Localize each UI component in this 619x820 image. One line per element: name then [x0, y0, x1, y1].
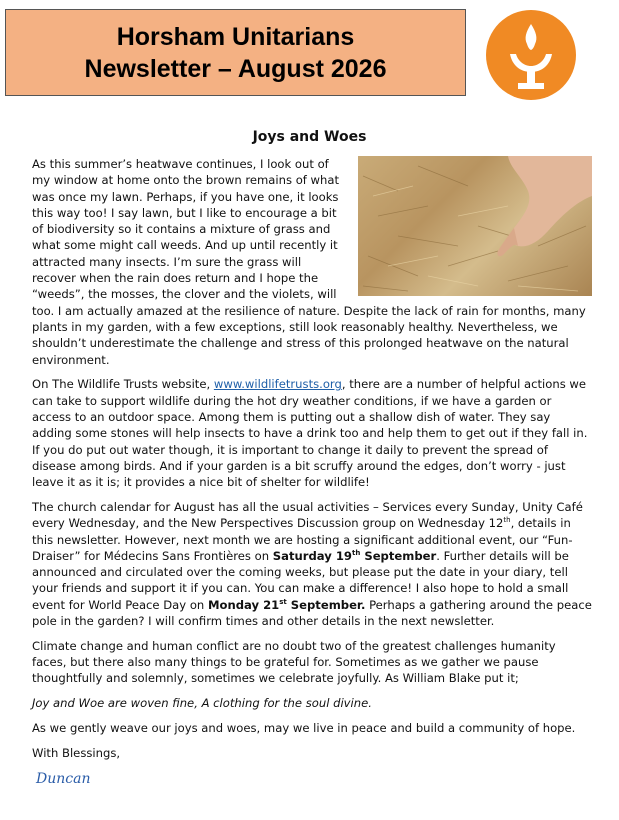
closing: With Blessings,	[32, 745, 121, 760]
paragraph-3-part-a: The church calendar for August has all the usual activities – Services every Sunday, Unity Café every Wednesday, and the New Perspectives Discussion group on Wednesday 12	[32, 499, 583, 531]
paragraph-5: As we gently weave our joys and woes, may we live in peace and build a community of hope.	[32, 721, 576, 735]
fundraiser-date	[273, 549, 436, 563]
article-body	[32, 156, 592, 787]
article-title: Joys and Woes	[252, 129, 367, 145]
fundraiser-date-day: Saturday 19	[272, 548, 352, 563]
dry-grass-photo	[358, 156, 592, 296]
peace-day-date-suffix: st	[279, 597, 287, 606]
paragraph-3-part-b: , details in this newsletter. However, next month we are hosting a significant additional event, our “Fun-Draiser” for Médecins Sans Frontières on	[32, 516, 573, 563]
header-title-line2: Newsletter – August 2026	[84, 54, 387, 83]
blake-quote: Joy and Woe are woven fine, A clothing for the soul divine.	[32, 696, 372, 711]
peace-day-date-month: September.	[286, 597, 366, 612]
paragraph-4: Climate change and human conflict are no doubt two of the greatest challenges humanity faces, but there also many things to be grateful for. Sometimes as we gather we pause thoughtfully and solemnly, sometimes we celebrate joyfully. As William Blake put it;	[32, 638, 556, 686]
fundraiser-date-month: September	[360, 548, 437, 563]
wildlife-trusts-link[interactable]: www.wildlifetrusts.org	[213, 377, 342, 392]
chalice-flame-icon	[486, 10, 576, 100]
fundraiser-date-suffix: th	[351, 548, 361, 557]
paragraph-3	[32, 499, 592, 629]
paragraph-2-end: , there are a number of helpful actions we can take to support wildlife during the hot dry weather conditions, if we have a garden or access to an outdoor space. Among them is putting out a shallow dish of water. They say adding some stones will help insects to have a drink too and help them to get out if they fall in. If you do put out water though, it is important to change it daily to prevent the spread of disease among birds. And if your garden is a bit scruffy around the edges, don’t worry - just leave it as it is; it provides a nice bit of shelter for wildlife!	[32, 377, 588, 490]
paragraph-3-part-d: Perhaps a gathering around the peace pole in the garden? I will confirm times and other details in the next newsletter.	[32, 597, 592, 629]
paragraph-2-start: On The Wildlife Trusts website,	[32, 377, 214, 392]
newsletter-header	[5, 9, 466, 96]
paragraph-3-part-c: . Further details will be announced and circulated over the coming weeks, but please put the date in your diary, tell your friends and support it if you can. You can make a difference! I also hope to hold a small event for World Peace Day on	[32, 548, 569, 612]
peace-day-date	[208, 598, 365, 612]
date-suffix: th	[503, 516, 511, 525]
paragraph-2	[32, 376, 592, 490]
header-title-line1: Horsham Unitarians	[116, 22, 355, 51]
peace-day-date-day: Monday 21	[207, 597, 280, 612]
signature: Duncan	[36, 771, 91, 788]
paragraph-1: As this summer’s heatwave continues, I look out of my window at home onto the brown remains of what was once my lawn. Perhaps, if you have one, it looks this way too! I say lawn, but I like to encourage a bit of biodiversity so it contains a mixture of grass and what some might call weeds. And up until recently it attracted many insects. I’m sure the grass will recover when the rain does return and I hope the “weeds”, the mosses, the clover and the violets, will too. I am actually amazed at the resilience of nature. Despite the lack of rain for months, many plants in my garden, with a few exceptions, still look reasonably healthy. Nevertheless, we shouldn’t underestimate the challenge and stress of this prolonged heatwave on the natural environment.	[32, 157, 586, 367]
